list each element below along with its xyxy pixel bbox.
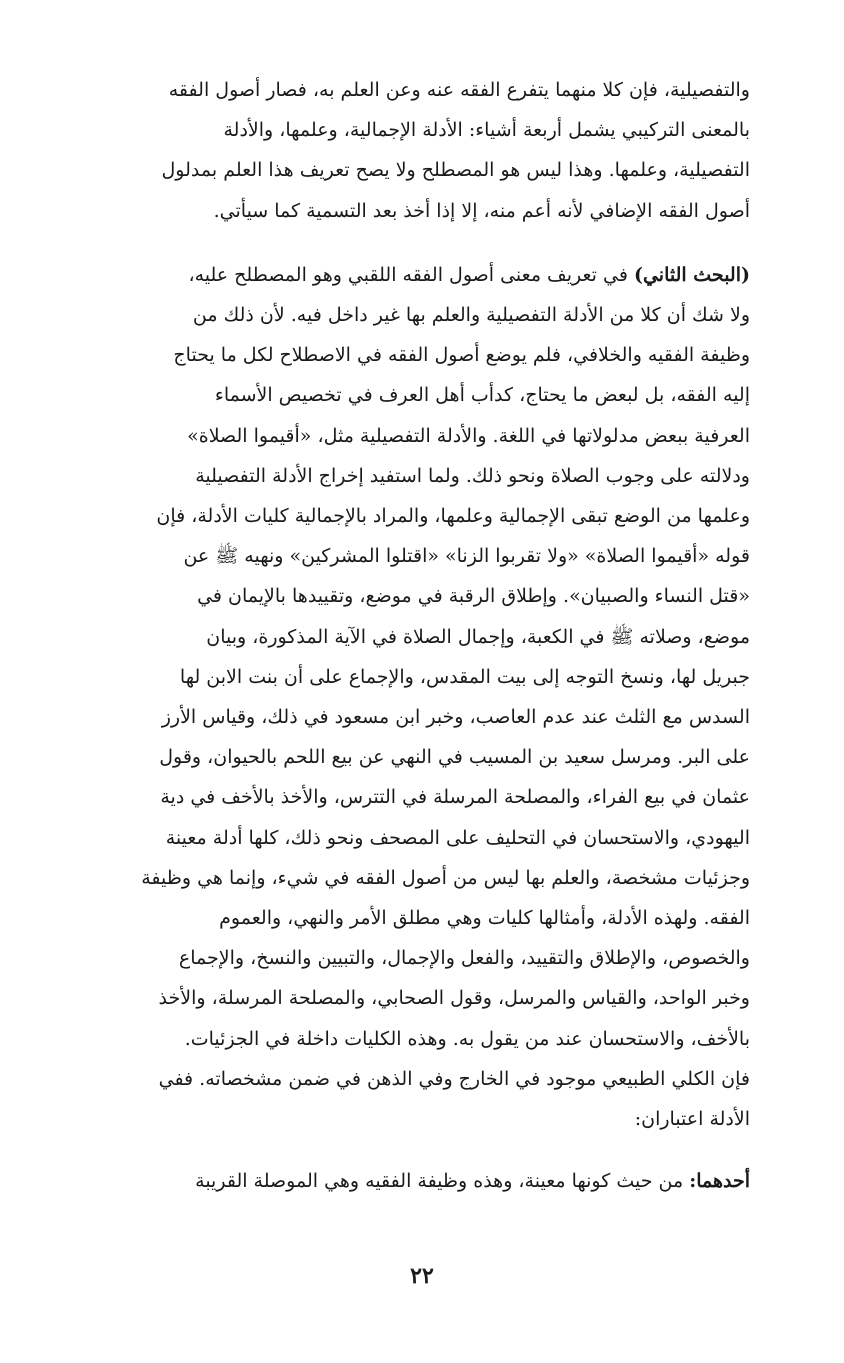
text-line: أصول الفقه الإضافي لأنه أعم منه، إلا إذا أخذ بعد التسمية كما سيأتي. bbox=[213, 199, 750, 222]
text-line: وجزئيات مشخصة، والعلم بها ليس من أصول الفقه في شيء، وإنما هي وظيفة bbox=[141, 866, 750, 889]
text-line-rest: في تعريف معنى أصول الفقه اللقبي وهو المصطلح عليه، bbox=[188, 263, 634, 286]
section-heading: (البحث الثاني) bbox=[633, 263, 750, 286]
text-line: والخصوص، والإطلاق والتقييد، والفعل والإجمال، والتبيين والنسخ، والإجماع bbox=[178, 947, 750, 970]
text-line: عثمان في بيع الفراء، والمصلحة المرسلة في التترس، والأخذ بالأخف في دية bbox=[160, 786, 750, 809]
text-line: جبريل لها، ونسخ التوجه إلى بيت المقدس، والإجماع على أن بنت الابن لها bbox=[179, 665, 750, 688]
text-line: إليه الفقه، بل لبعض ما يحتاج، كدأب أهل العرف في تخصيص الأسماء bbox=[214, 384, 750, 407]
text-line: التفصيلية، وعلمها. وهذا ليس هو المصطلح ولا يصح تعريف هذا العلم بمدلول bbox=[161, 159, 750, 182]
text-line bbox=[72, 255, 750, 295]
paragraph-intro bbox=[72, 70, 750, 231]
text-line: الفقه. ولهذه الأدلة، وأمثالها كليات وهي مطلق الأمر والنهي، والعموم bbox=[219, 907, 750, 930]
paragraph-second-topic bbox=[72, 255, 750, 1139]
text-line-rest: من حيث كونها معينة، وهذه وظيفة الفقيه وهي الموصلة القريبة bbox=[195, 1170, 690, 1193]
text-line: «قتل النساء والصبيان». وإطلاق الرقبة في موضع، وتقييدها بالإيمان في bbox=[197, 585, 750, 608]
text-line: وخبر الواحد، والقياس والمرسل، وقول الصحابي، والمصلحة المرسلة، والأخذ bbox=[158, 987, 750, 1010]
text-line: السدس مع الثلث عند عدم العاصب، وخبر ابن مسعود في ذلك، وقياس الأرز bbox=[161, 706, 750, 729]
text-line: وعلمها من الوضع تبقى الإجمالية وعلمها، والمراد بالإجمالية كليات الأدلة، فإن bbox=[156, 505, 750, 528]
page-number: ٢٢ bbox=[410, 1263, 434, 1289]
text-line: اليهودي، والاستحسان في التحليف على المصحف ونحو ذلك، كلها أدلة معينة bbox=[165, 826, 750, 849]
text-line: ولا شك أن كلا من الأدلة التفصيلية والعلم بها غير داخل فيه. لأن ذلك من bbox=[192, 304, 750, 327]
subsection-heading: أحدهما: bbox=[689, 1170, 750, 1193]
text-line: الأدلة اعتباران: bbox=[634, 1108, 750, 1131]
text-line: فإن الكلي الطبيعي موجود في الخارج وفي الذهن في ضمن مشخصاته. ففي bbox=[158, 1067, 750, 1090]
text-line: موضع، وصلاته ﷺ في الكعبة، وإجمال الصلاة في الآية المذكورة، وبيان bbox=[206, 625, 750, 648]
text-line: العرفية ببعض مدلولاتها في اللغة. والأدلة التفصيلية مثل، «أقيموا الصلاة» bbox=[187, 424, 750, 447]
text-line: بالمعنى التركيبي يشمل أربعة أشياء: الأدلة الإجمالية، وعلمها، والأدلة bbox=[223, 119, 750, 142]
paragraph-first-consideration bbox=[72, 1161, 750, 1201]
text-line: بالأخف، والاستحسان عند من يقول به. وهذه الكليات داخلة في الجزئيات. bbox=[184, 1027, 750, 1050]
text-line: والتفصيلية، فإن كلا منهما يتفرع الفقه عنه وعن العلم به، فصار أصول الفقه bbox=[168, 79, 750, 101]
text-line: وظيفة الفقيه والخلافي، فلم يوضع أصول الفقه في الاصطلاح لكل ما يحتاج bbox=[173, 344, 750, 367]
text-line bbox=[72, 1161, 750, 1201]
text-line: ودلالته على وجوب الصلاة ونحو ذلك. ولما استفيد إخراج الأدلة التفصيلية bbox=[195, 464, 750, 487]
text-line: على البر. ومرسل سعيد بن المسيب في النهي عن بيع اللحم بالحيوان، وقول bbox=[159, 746, 750, 769]
text-line: قوله «أقيموا الصلاة» «ولا تقربوا الزنا» «اقتلوا المشركين» ونهيه ﷺ عن bbox=[183, 545, 750, 568]
